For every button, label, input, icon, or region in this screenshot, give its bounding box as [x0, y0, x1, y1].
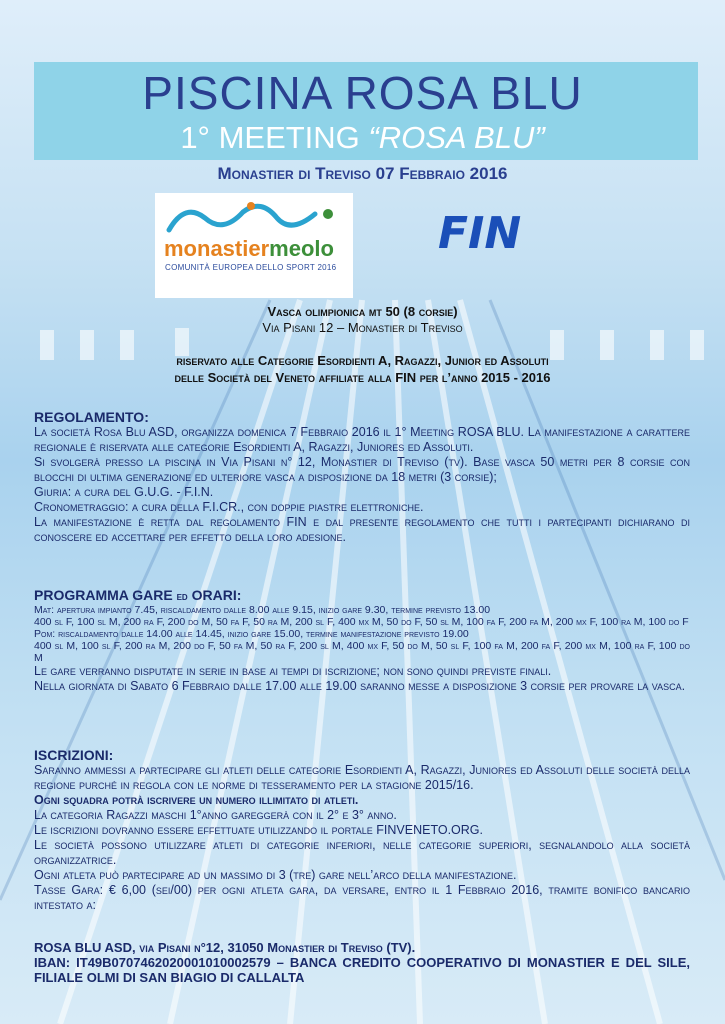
regolamento-p4: Cronometraggio: a cura della F.I.CR., con doppie piastre elettroniche. [34, 500, 424, 514]
iscrizioni-heading: ISCRIZIONI: [34, 747, 114, 763]
regolamento-section [34, 410, 690, 545]
iscrizioni-p4: Le iscrizioni dovranno essere effettuate utilizzando il portale FINVENETO.ORG. [34, 823, 484, 837]
regolamento-p2: Si svolgerà presso la piscina in Via Pisani n° 12, Monastier di Treviso (tv). Base vasca 50 metri per 8 corsie con blocchi di ultima generazione ed ulteriore vasca a disposizione da 18 metri (3 corsie); [34, 455, 690, 484]
regolamento-p3: Giuria: a cura del G.U.G. - F.I.N. [34, 485, 214, 499]
eligibility-line-2: delle Società del Veneto affiliate alla FIN per l’anno 2015 - 2016 [174, 370, 551, 385]
bank-details [34, 940, 690, 985]
fin-logo-text: FIN [438, 210, 522, 254]
club-name-b: meolo [269, 236, 334, 261]
venue-address: Via Pisani 12 – Monastier di Treviso [262, 320, 463, 335]
programma-heading [34, 588, 690, 604]
programma-p2: Nella giornata di Sabato 6 Febbraio dalle 17.00 alle 19.00 saranno messe a disposizione 3 corsie per provare la vasca. [34, 679, 686, 693]
iscrizioni-p1: Saranno ammessi a partecipare gli atleti delle categorie Esordienti A, Ragazzi, Juniores ed Assoluti delle società della regione purché in regola con le norme di tesseramento per la stagione 2015/16. [34, 763, 690, 792]
subtitle-name: “ROSA BLU” [368, 120, 545, 155]
club-name-a: monastier [164, 236, 270, 261]
programma-heading-b: ed [176, 589, 188, 603]
eligibility-line-1: riservato alle Categorie Esordienti A, Ragazzi, Junior ed Assoluti [176, 353, 549, 368]
iscrizioni-p5: Le società possono utilizzare atleti di categorie inferiori, nelle categorie superiori, segnalandolo alla società organizzatrice. [34, 838, 690, 867]
meeting-subtitle [0, 122, 725, 153]
bank-line-2: IBAN: IT49B0707462020001010002579 – BANCA CREDITO COOPERATIVO DI MONASTIER E DEL SILE, FILIALE OLMI DI SAN BIAGIO DI CALLALTA [34, 955, 690, 985]
programma-p1: Le gare verranno disputate in serie in base ai tempi di iscrizione; non sono quindi previste finali. [34, 664, 552, 678]
morning-events: 400 sl F, 100 sl M, 200 ra F, 200 do M, 50 fa F, 50 ra M, 200 sl F, 400 mx M, 50 do F, 50 sl M, 100 fa F, 200 fa M, 200 mx F, 100 ra M, 100 do F [34, 616, 689, 628]
iscrizioni-p6: Ogni atleta può partecipare ad un massimo di 3 (tre) gare nell’arco della manifestazione. [34, 868, 517, 882]
club-tagline: COMUNITÀ EUROPEA DELLO SPORT 2016 [165, 263, 337, 272]
iscrizioni-p2: Ogni squadra potrà iscrivere un numero illimitato di atleti. [34, 793, 359, 807]
eligibility-note [0, 352, 725, 386]
page-title: PISCINA ROSA BLU [142, 67, 583, 119]
afternoon-schedule: Pom: riscaldamento dalle 14.00 alle 14.45, inizio gare 15.00, termine manifestazione previsto 19.00 [34, 628, 469, 640]
fin-logo-icon [438, 210, 564, 254]
subtitle-prefix: 1° MEETING [180, 120, 369, 155]
regolamento-heading: REGOLAMENTO: [34, 409, 149, 425]
morning-schedule: Mat: apertura impianto 7.45, riscaldamento dalle 8.00 alle 9.15, inizio gare 9.30, termine previsto 13.00 [34, 604, 491, 616]
iscrizioni-section [34, 748, 690, 913]
club-logo-icon [165, 200, 345, 236]
afternoon-events: 400 sl M, 100 sl F, 200 ra M, 200 do F, 50 fa M, 50 ra F, 200 sl M, 400 mx F, 50 do M, 50 sl F, 100 fa M, 200 fa F, 200 mx M, 100 ra F, 100 do M [34, 640, 690, 664]
programma-heading-a: PROGRAMMA GARE [34, 587, 177, 603]
venue-pool: Vasca olimpionica mt 50 (8 corsie) [267, 304, 458, 319]
programma-heading-c: ORARI: [187, 587, 242, 603]
iscrizioni-p7: Tasse Gara: € 6,00 (sei/00) per ogni atleta gara, da versare, entro il 1 Febbraio 2016, tramite bonifico bancario intestato a: [34, 883, 691, 912]
iscrizioni-p3: La categoria Ragazzi maschi 1°anno gareggerà con il 2° e 3° anno. [34, 808, 397, 822]
event-date: Monastier di Treviso 07 Febbraio 2016 [217, 164, 508, 183]
regolamento-p5: La manifestazione è retta dal regolamento FIN e dal presente regolamento che tutti i partecipanti dichiarano di conoscere ed accettare per effetto della loro adesione. [34, 515, 690, 544]
programma-section [34, 588, 690, 694]
regolamento-p1: La società Rosa Blu ASD, organizza domenica 7 Febbraio 2016 il 1° Meeting ROSA BLU. La manifestazione a carattere regionale è riservata alle categorie Esordienti A, Ragazzi, Juniores ed Assoluti. [34, 425, 690, 454]
bank-line-1: ROSA BLU ASD, via Pisani n°12, 31050 Monastier di Treviso (TV). [34, 940, 416, 955]
club-logo-text [164, 236, 334, 262]
